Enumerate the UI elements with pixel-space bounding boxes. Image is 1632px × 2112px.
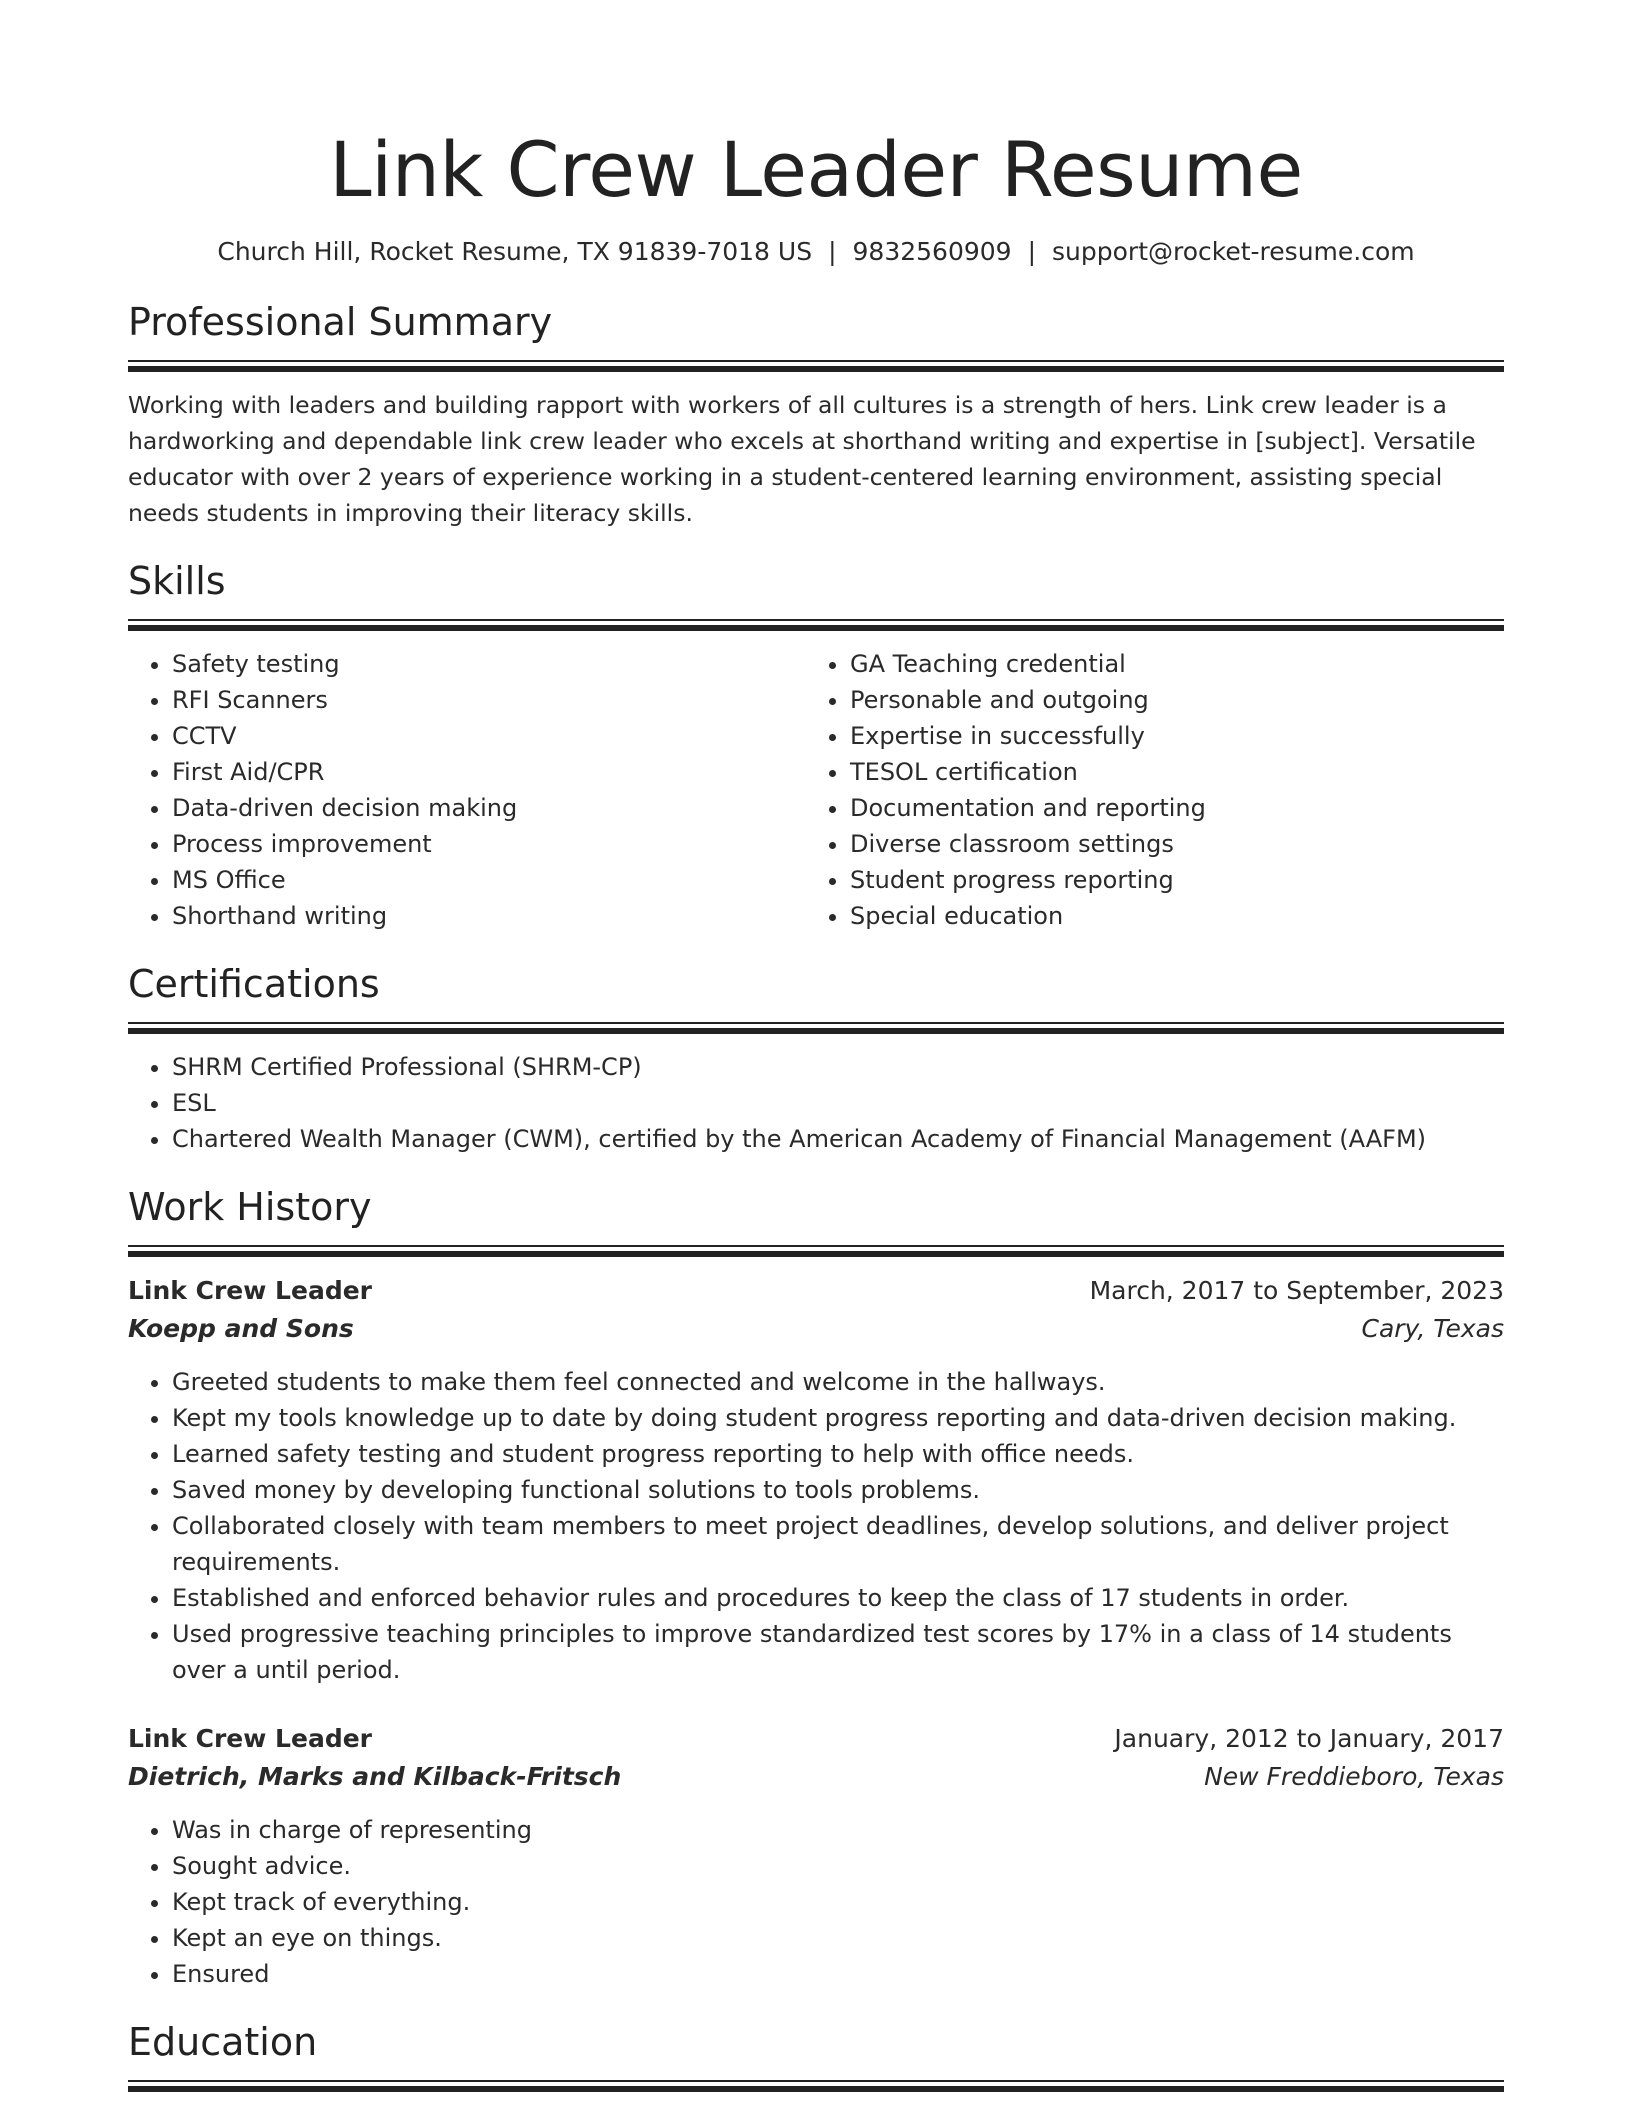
job-entry bbox=[128, 1720, 1504, 1992]
list-item: • Safety testing bbox=[172, 646, 806, 682]
job-location: Cary, Texas bbox=[1361, 1314, 1504, 1343]
list-item: • MS Office bbox=[172, 862, 806, 898]
section-title-skills: Skills bbox=[128, 559, 226, 603]
section-divider bbox=[128, 360, 1504, 371]
list-item: • Shorthand writing bbox=[172, 898, 806, 934]
list-item: • Learned safety testing and student progress reporting to help with office needs. bbox=[172, 1436, 1504, 1472]
list-item: • Established and enforced behavior rules and procedures to keep the class of 17 students in order. bbox=[172, 1580, 1504, 1616]
list-item: • Collaborated closely with team members to meet project deadlines, develop solutions, and deliver project requirements. bbox=[172, 1508, 1504, 1580]
section-title-work-history: Work History bbox=[128, 1185, 372, 1229]
section-divider bbox=[128, 1022, 1504, 1033]
list-item: • Data-driven decision making bbox=[172, 790, 806, 826]
section-title-certifications: Certifications bbox=[128, 962, 380, 1006]
certifications-section bbox=[128, 960, 1504, 1157]
list-item: • TESOL certification bbox=[850, 754, 1484, 790]
list-item: • Chartered Wealth Manager (CWM), certified by the American Academy of Financial Management (AAFM) bbox=[172, 1121, 1504, 1157]
list-item: • Kept my tools knowledge up to date by doing student progress reporting and data-driven decision making. bbox=[172, 1400, 1504, 1436]
skills-column-left bbox=[128, 646, 806, 934]
list-item: • Sought advice. bbox=[172, 1848, 1504, 1884]
list-item: • Was in charge of representing bbox=[172, 1812, 1504, 1848]
summary-section bbox=[128, 298, 1504, 531]
separator: | bbox=[1027, 237, 1037, 266]
list-item: • CCTV bbox=[172, 718, 806, 754]
list-item: • Student progress reporting bbox=[850, 862, 1484, 898]
list-item: • Diverse classroom settings bbox=[850, 826, 1484, 862]
job-company: Dietrich, Marks and Kilback-Fritsch bbox=[128, 1762, 622, 1791]
list-item: • Special education bbox=[850, 898, 1484, 934]
job-dates: March, 2017 to September, 2023 bbox=[1089, 1276, 1504, 1305]
list-item: • Saved money by developing functional solutions to tools problems. bbox=[172, 1472, 1504, 1508]
section-divider bbox=[128, 2080, 1504, 2091]
list-item: • Greeted students to make them feel connected and welcome in the hallways. bbox=[172, 1364, 1504, 1400]
job-entry bbox=[128, 1272, 1504, 1688]
address: Church Hill, Rocket Resume, TX 91839-7018 US bbox=[217, 237, 813, 266]
list-item: • Process improvement bbox=[172, 826, 806, 862]
page-title: Link Crew Leader Resume bbox=[329, 125, 1303, 214]
education-section bbox=[128, 2018, 1504, 2091]
list-item: • Used progressive teaching principles to improve standardized test scores by 17% in a class of 14 students over a until period. bbox=[172, 1616, 1504, 1688]
job-location: New Freddieboro, Texas bbox=[1204, 1762, 1504, 1791]
list-item: • RFI Scanners bbox=[172, 682, 806, 718]
job-dates: January, 2012 to January, 2017 bbox=[1114, 1724, 1504, 1753]
list-item: • GA Teaching credential bbox=[850, 646, 1484, 682]
job-title: Link Crew Leader bbox=[128, 1276, 372, 1305]
list-item: • SHRM Certified Professional (SHRM-CP) bbox=[172, 1049, 1504, 1085]
list-item: • Expertise in successfully bbox=[850, 718, 1484, 754]
summary-text: Working with leaders and building rapport with workers of all cultures is a strength of hers. Link crew leader is a hardworking and dependable link crew leader who excels at shorthand writing and expertise in [subject]. Versatile educator with over 2 years of experience working in a student-centered learning environment, assisting special needs students in improving their literacy skills. bbox=[128, 391, 1476, 527]
list-item: • Kept an eye on things. bbox=[172, 1920, 1504, 1956]
job-title: Link Crew Leader bbox=[128, 1724, 372, 1753]
section-title-education: Education bbox=[128, 2020, 318, 2064]
list-item: • ESL bbox=[172, 1085, 1504, 1121]
skills-grid bbox=[128, 646, 1504, 934]
list-item: • Documentation and reporting bbox=[850, 790, 1484, 826]
job-company: Koepp and Sons bbox=[128, 1314, 354, 1343]
resume-page bbox=[128, 0, 1504, 2091]
list-item: • Ensured bbox=[172, 1956, 1504, 1992]
list-item: • Kept track of everything. bbox=[172, 1884, 1504, 1920]
work-history-section bbox=[128, 1183, 1504, 1992]
contact-line bbox=[128, 236, 1504, 268]
separator: | bbox=[828, 237, 837, 266]
section-divider bbox=[128, 1245, 1504, 1256]
section-title-summary: Professional Summary bbox=[128, 300, 553, 344]
list-item: • First Aid/CPR bbox=[172, 754, 806, 790]
skills-column-right bbox=[806, 646, 1484, 934]
list-item: • Personable and outgoing bbox=[850, 682, 1484, 718]
email-link[interactable]: support@rocket-resume.com bbox=[1052, 237, 1415, 266]
phone: 9832560909 bbox=[852, 237, 1012, 266]
skills-section bbox=[128, 557, 1504, 934]
section-divider bbox=[128, 619, 1504, 630]
